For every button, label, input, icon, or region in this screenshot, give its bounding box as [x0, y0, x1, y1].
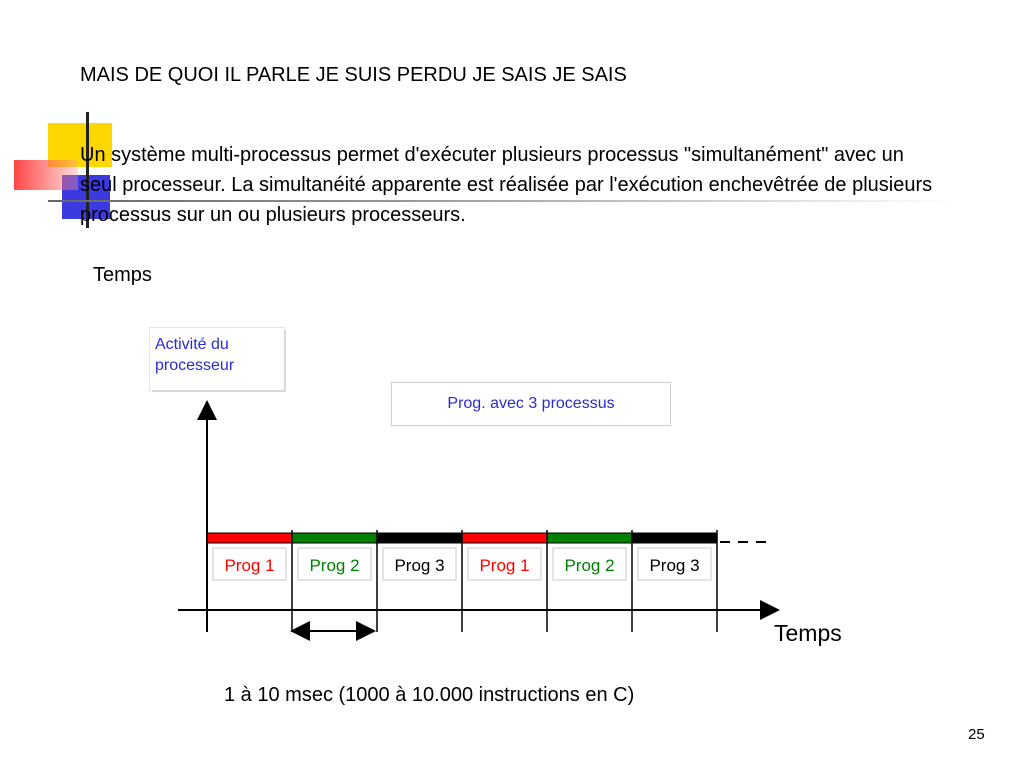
timeline-bar-2: [292, 533, 377, 543]
process-chip-label-2: Prog 2: [309, 556, 360, 575]
process-chip-label-1: Prog 1: [224, 556, 275, 575]
temps-label-small: Temps: [93, 264, 152, 286]
process-chip-label-4: Prog 1: [479, 556, 530, 575]
process-chip-label-5: Prog 2: [564, 556, 615, 575]
page-number: 25: [968, 726, 985, 743]
timeline-bar-4: [462, 533, 547, 543]
slide-paragraph: Un système multi-processus permet d'exécuter plusieurs processus "simultanément" avec un seul processeur. La simultanéité apparente est réalisée par l'exécution enchevêtrée de plusieurs processus sur un ou plusieurs processeurs.: [80, 144, 933, 226]
timeline-segments: [207, 530, 717, 632]
timeline-bar-3: [377, 533, 462, 543]
y-axis-label-line2: processeur: [155, 357, 235, 374]
time-slice-caption: 1 à 10 msec (1000 à 10.000 instructions en C): [224, 684, 635, 706]
legend-label: Prog. avec 3 processus: [391, 382, 671, 426]
timeline-bar-1: [207, 533, 292, 543]
process-chip-label-3: Prog 3: [394, 556, 445, 575]
y-axis-label-line1: Activité du: [155, 336, 229, 353]
slide-title: MAIS DE QUOI IL PARLE JE SUIS PERDU JE SAIS JE SAIS: [80, 64, 627, 86]
timeline-bar-5: [547, 533, 632, 543]
y-axis-label-box: [150, 328, 284, 390]
process-chip-label-6: Prog 3: [649, 556, 700, 575]
timeline-bar-6: [632, 533, 717, 543]
x-axis-label: Temps: [774, 620, 842, 646]
